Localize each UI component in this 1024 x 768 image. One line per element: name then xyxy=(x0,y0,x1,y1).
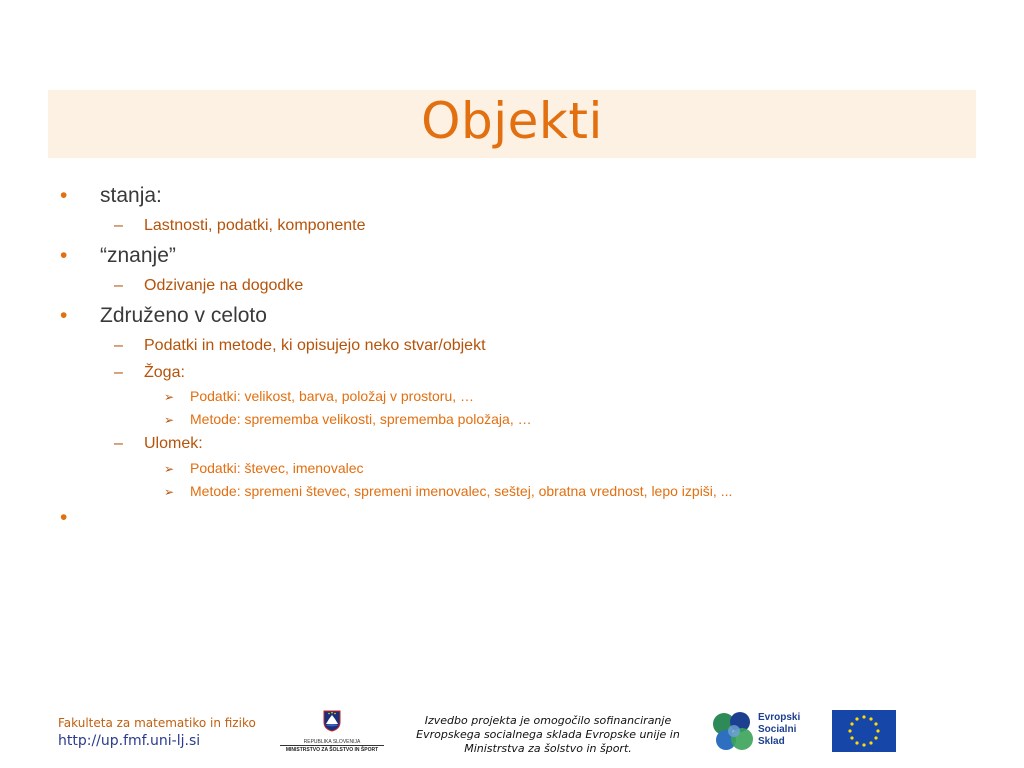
item-text: Podatki: velikost, barva, položaj v prostoru, … xyxy=(190,388,475,404)
item-text: Metode: sprememba velikosti, sprememba položaja, … xyxy=(190,411,532,427)
item-text: Žoga: xyxy=(144,364,185,381)
item-text: Odzivanje na dogodke xyxy=(144,277,304,294)
bullet-marker: • xyxy=(60,184,68,207)
arrow-marker: ➢ xyxy=(164,485,175,499)
item-text: Lastnosti, podatki, komponente xyxy=(144,217,366,234)
list-item xyxy=(114,435,203,453)
bullet-marker: • xyxy=(60,506,68,529)
list-item xyxy=(60,304,267,328)
esf-line: Evropski xyxy=(758,712,801,723)
eu-flag-icon xyxy=(832,710,896,752)
arrow-marker: ➢ xyxy=(164,413,175,427)
slovenia-coat-of-arms-icon xyxy=(322,710,342,732)
dash-marker: – xyxy=(114,277,123,294)
esf-text xyxy=(758,712,800,748)
footer-left xyxy=(58,716,256,749)
funding-line: Ministrstva za šolstvo in šport. xyxy=(464,742,632,755)
esf-logo xyxy=(712,710,812,752)
eu-stars-icon xyxy=(832,710,896,752)
ministry-republic: REPUBLIKA SLOVENIJA xyxy=(303,739,361,745)
faculty-url-link[interactable]: http://up.fmf.uni-lj.si xyxy=(58,733,201,749)
dash-marker: – xyxy=(114,217,123,234)
ministry-logo xyxy=(280,710,384,756)
item-text: Podatki in metode, ki opisujejo neko stvar/objekt xyxy=(144,337,486,354)
funding-line: Evropskega socialnega sklada Evropske unije in xyxy=(416,728,680,741)
arrow-marker: ➢ xyxy=(164,390,175,404)
title-band xyxy=(48,90,976,158)
arrow-marker: ➢ xyxy=(164,462,175,476)
dash-marker: – xyxy=(114,337,123,354)
funding-note xyxy=(402,714,694,756)
list-item xyxy=(164,388,474,404)
item-text: Združeno v celoto xyxy=(100,304,267,327)
dash-marker: – xyxy=(114,435,123,452)
bullet-marker: • xyxy=(60,304,68,327)
list-item xyxy=(114,277,303,295)
list-item xyxy=(164,483,732,499)
esf-line: Sklad xyxy=(758,736,785,747)
item-text: stanja: xyxy=(100,184,162,207)
list-item xyxy=(114,337,486,355)
dash-marker: – xyxy=(114,364,123,381)
item-text: Podatki: števec, imenovalec xyxy=(190,460,364,476)
item-text: Ulomek: xyxy=(144,435,203,452)
funding-line: Izvedbo projekta je omogočilo sofinanciranje xyxy=(424,714,672,727)
list-item xyxy=(164,411,532,427)
list-item xyxy=(60,506,100,530)
slide-title: Objekti xyxy=(421,92,603,150)
item-text: “znanje” xyxy=(100,244,176,267)
esf-line: Socialni xyxy=(758,724,797,735)
list-item xyxy=(114,364,185,382)
list-item xyxy=(60,244,176,268)
bullet-marker: • xyxy=(60,244,68,267)
item-text: Metode: spremeni števec, spremeni imenovalec, seštej, obratna vrednost, lepo izpiši, ... xyxy=(190,483,733,499)
ministry-name: MINISTRSTVO ZA ŠOLSTVO IN ŠPORT xyxy=(280,745,384,753)
list-item xyxy=(60,184,162,208)
list-item xyxy=(164,460,364,476)
esf-circles-icon xyxy=(712,710,756,752)
faculty-name: Fakulteta za matematiko in fiziko xyxy=(58,716,256,730)
list-item xyxy=(114,217,365,235)
